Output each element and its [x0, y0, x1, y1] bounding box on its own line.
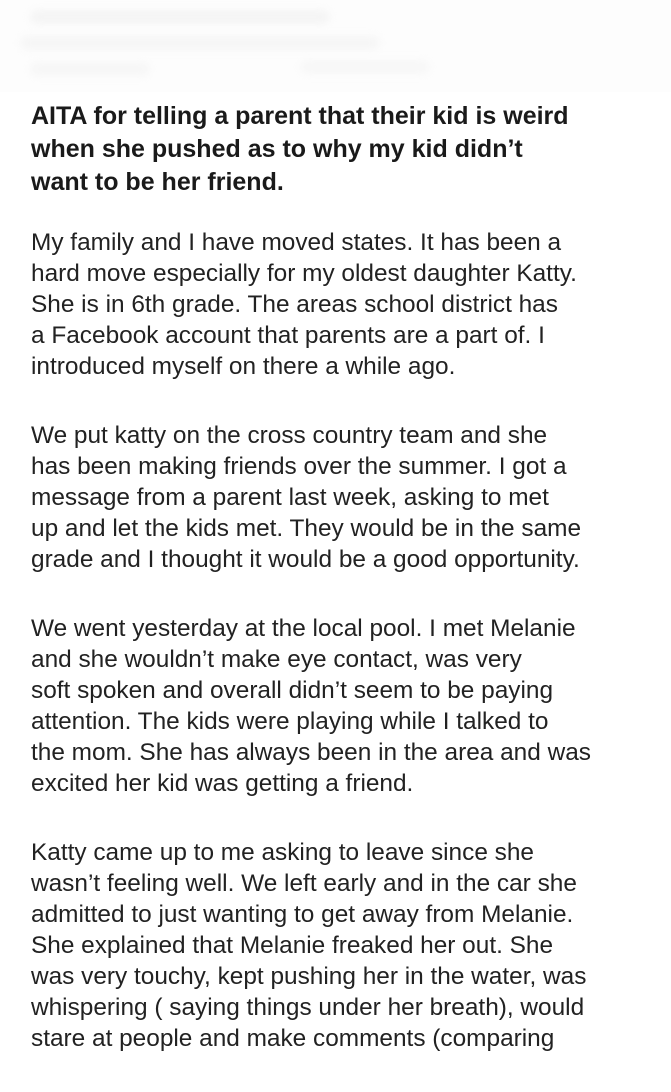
text-line: whispering ( saying things under her breath), would	[31, 994, 585, 1021]
text-line: message from a parent last week, asking to met	[31, 484, 549, 511]
text-line: hard move especially for my oldest daughter Katty.	[31, 260, 577, 287]
post-body	[31, 100, 651, 1092]
text-line: My family and I have moved states. It has been a	[31, 229, 562, 256]
text-line: the mom. She has always been in the area and was	[31, 739, 591, 766]
text-line: was very touchy, kept pushing her in the water, was	[31, 963, 587, 990]
text-line: stare at people and make comments (comparing	[31, 1025, 555, 1052]
blurred-text	[30, 62, 150, 76]
text-line: admitted to just wanting to get away from Melanie.	[31, 901, 574, 928]
text-line: She explained that Melanie freaked her out. She	[31, 932, 554, 959]
blurred-text	[20, 36, 380, 50]
paragraph-4	[31, 837, 651, 1054]
text-line: We went yesterday at the local pool. I met Melanie	[31, 615, 576, 642]
text-line: Katty came up to me asking to leave since she	[31, 839, 534, 866]
text-line: grade and I thought it would be a good opportunity.	[31, 546, 580, 573]
paragraph-1	[31, 227, 651, 382]
post-title	[31, 100, 651, 199]
title-line: want to be her friend.	[31, 168, 284, 196]
blurred-text	[30, 10, 330, 24]
text-line: introduced myself on there a while ago.	[31, 353, 456, 380]
paragraph-2	[31, 420, 651, 575]
paragraph-3	[31, 613, 651, 799]
text-line: up and let the kids met. They would be in the same	[31, 515, 582, 542]
title-line: AITA for telling a parent that their kid is weird	[31, 102, 569, 130]
blurred-header	[0, 0, 671, 92]
text-line: attention. The kids were playing while I talked to	[31, 708, 549, 735]
text-line: has been making friends over the summer. I got a	[31, 453, 567, 480]
text-line: a Facebook account that parents are a part of. I	[31, 322, 545, 349]
text-line: excited her kid was getting a friend.	[31, 770, 414, 797]
text-line: wasn’t feeling well. We left early and in the car she	[31, 870, 577, 897]
title-line: when she pushed as to why my kid didn’t	[31, 135, 523, 163]
blurred-text	[300, 60, 430, 74]
text-line: and she wouldn’t make eye contact, was very	[31, 646, 522, 673]
text-line: She is in 6th grade. The areas school district has	[31, 291, 558, 318]
text-line: soft spoken and overall didn’t seem to be paying	[31, 677, 554, 704]
text-line: We put katty on the cross country team and she	[31, 422, 548, 449]
